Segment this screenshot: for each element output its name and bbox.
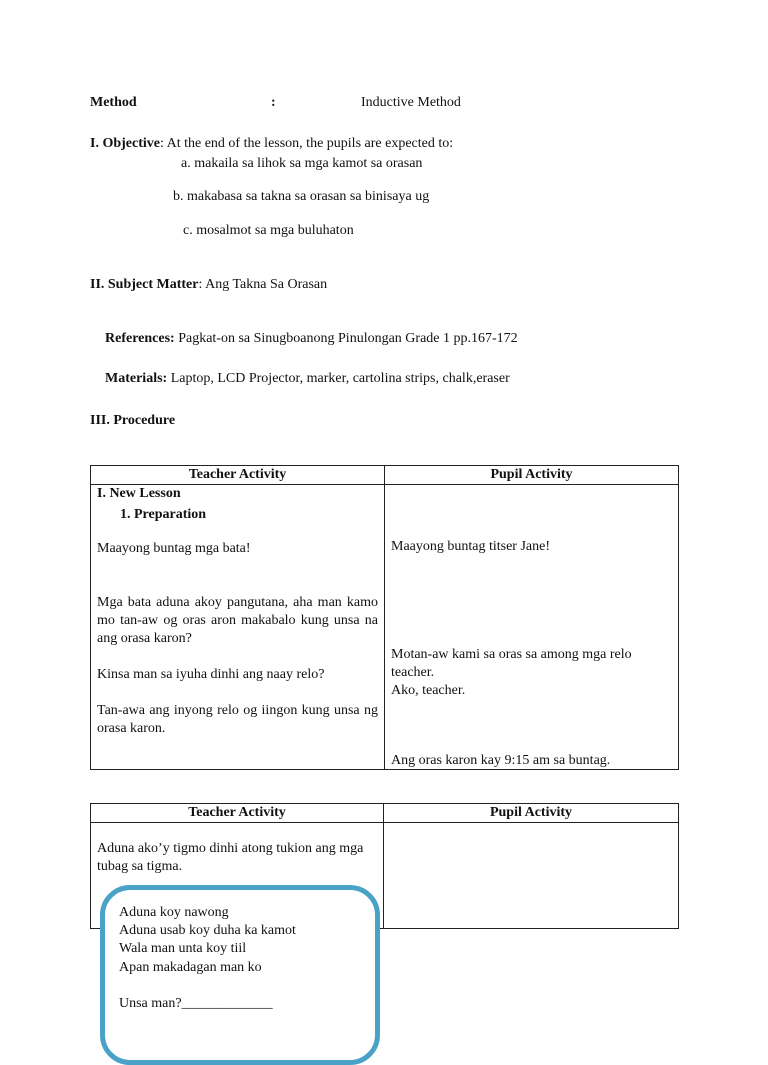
- references-label: References:: [105, 331, 175, 346]
- teacher-greeting: Maayong buntag mga bata!: [97, 541, 251, 556]
- subject-matter-line: [90, 277, 327, 293]
- objective-item-a: a. makaila sa lihok sa mga kamot sa orasan: [181, 156, 423, 171]
- pupil-answer-watch: Motan-aw kami sa oras sa among mga relo teacher.: [391, 647, 632, 680]
- materials-value: Laptop, LCD Projector, marker, cartolina strips, chalk,eraser: [170, 371, 510, 386]
- pupil-answer-me: Ako, teacher.: [391, 683, 466, 698]
- objective-item-b: b. makabasa sa takna sa orasan sa binisaya ug: [173, 189, 430, 204]
- table1-header-teacher: Teacher Activity: [91, 466, 385, 485]
- pupil-greeting: Maayong buntag titser Jane!: [391, 539, 551, 554]
- materials-line: [105, 371, 510, 387]
- riddle-line-1: Aduna koy nawong: [119, 905, 229, 920]
- subject-matter-value: : Ang Takna Sa Orasan: [198, 277, 328, 292]
- pupil-answer-time: Ang oras karon kay 9:15 am sa buntag.: [391, 753, 611, 768]
- teacher-riddle-intro: Aduna ako’y tigmo dinhi atong tukion ang mga tubag sa tigma.: [97, 841, 364, 874]
- teacher-who-has-watch: Kinsa man sa iyuha dinhi ang naay relo?: [97, 667, 325, 682]
- objective-line: [90, 136, 453, 152]
- objective-intro: : At the end of the lesson, the pupils are expected to:: [159, 136, 454, 151]
- objective-item-c: c. mosalmot sa mga buluhaton: [183, 223, 354, 238]
- table1-pupil-cell: [385, 485, 679, 770]
- procedure-table-1: [90, 465, 679, 770]
- preparation-heading: 1. Preparation: [120, 507, 207, 522]
- table2-header-teacher: Teacher Activity: [91, 804, 384, 823]
- subject-matter-label: II. Subject Matter: [90, 277, 199, 292]
- riddle-question: Unsa man?_____________: [119, 996, 273, 1011]
- teacher-question: Mga bata aduna akoy pangutana, aha man kamo mo tan-aw og oras aron makabalo kung unsa na ang orasa karon?: [97, 595, 378, 646]
- objective-label: I. Objective: [90, 136, 160, 151]
- materials-label: Materials:: [105, 371, 168, 386]
- table1-header-pupil: Pupil Activity: [385, 466, 679, 485]
- riddle-line-2: Aduna usab koy duha ka kamot: [119, 923, 296, 938]
- table1-teacher-cell: [91, 485, 385, 770]
- riddle-line-3: Wala man unta koy tiil: [119, 941, 247, 956]
- table2-pupil-cell: [384, 823, 679, 929]
- references-line: [105, 331, 518, 347]
- riddle-line-4: Apan makadagan man ko: [119, 960, 262, 975]
- new-lesson-heading: I. New Lesson: [97, 486, 181, 501]
- riddle-box: [100, 885, 380, 1065]
- teacher-look-at-watch: Tan-awa ang inyong relo og iingon kung unsa ng orasa karon.: [97, 703, 378, 736]
- references-value: Pagkat-on sa Sinugboanong Pinulongan Grade 1 pp.167-172: [178, 331, 518, 346]
- method-colon: :: [271, 95, 276, 110]
- method-label: Method: [90, 95, 137, 110]
- procedure-heading: III. Procedure: [90, 413, 176, 428]
- table2-header-pupil: Pupil Activity: [384, 804, 679, 823]
- method-value: Inductive Method: [361, 95, 461, 110]
